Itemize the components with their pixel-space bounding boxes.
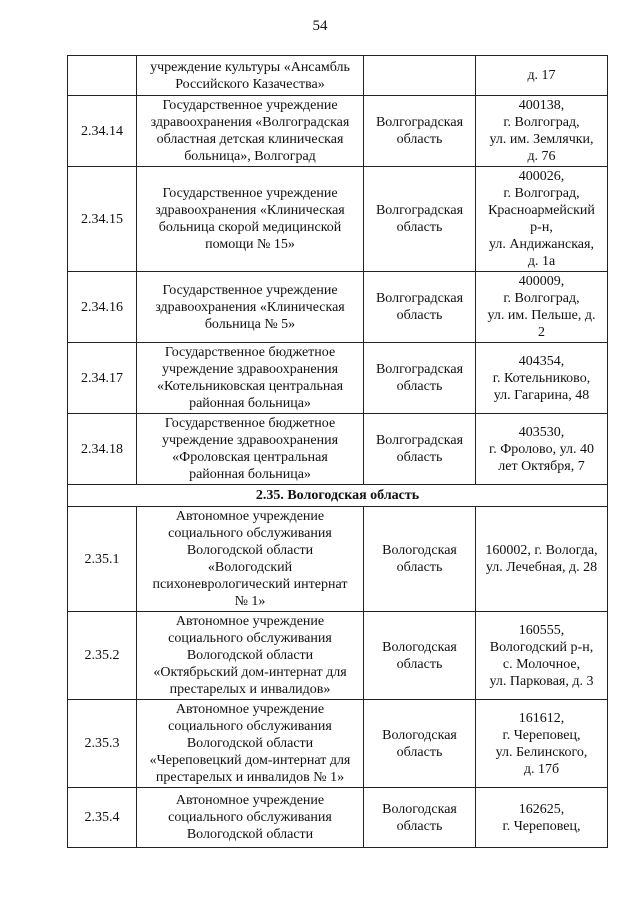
institution-name-line: «Октябрьский дом-интернат для: [153, 665, 347, 680]
institution-name-line: престарелых и инвалидов»: [169, 682, 331, 697]
address-line: Вологодский р-н,: [489, 639, 594, 655]
table-row: [68, 700, 608, 788]
address-line: г. Волгоград,: [503, 291, 580, 306]
institution-name: [137, 343, 364, 414]
table-row: [68, 272, 608, 343]
institution-name-line: здравоохранения «Волгоградская: [150, 115, 350, 130]
item-number: [68, 56, 137, 96]
address-line: р-н,: [530, 220, 553, 235]
institution-name-line: Автономное учреждение: [175, 614, 325, 629]
institution-name-line: Вологодской области: [186, 736, 314, 751]
institution-name: [137, 788, 364, 848]
institution-name: [137, 612, 364, 700]
region-line: Вологодская: [382, 639, 457, 655]
address-line: г. Череповец,: [502, 727, 581, 743]
institution-name-line: помощи № 15»: [205, 237, 295, 252]
address-line: г. Волгоград,: [503, 186, 580, 201]
institution-name-line: социального обслуживания: [168, 526, 332, 541]
region-line: Волгоградская: [375, 203, 464, 218]
address-line: с. Молочное,: [502, 656, 581, 672]
region-line: Волгоградская: [375, 362, 464, 377]
institution-name-line: Автономное учреждение: [175, 509, 325, 524]
institution-name: [137, 414, 364, 485]
institution-name-line: здравоохранения «Клиническая: [155, 203, 345, 218]
institution-name-line: Вологодской области: [186, 543, 314, 558]
address-line: г. Череповец,: [502, 818, 581, 834]
address-line: г. Котельниково,: [492, 370, 591, 386]
institution-name: [137, 700, 364, 788]
address-line: 161612,: [518, 710, 565, 726]
institution-name: [137, 507, 364, 612]
region-line: Волгоградская: [375, 115, 464, 130]
address: [476, 272, 608, 343]
institution-name: [137, 167, 364, 272]
address: [476, 414, 608, 485]
address-line: ул. Парковая, д. 3: [489, 673, 594, 689]
address-line: 2: [538, 325, 545, 340]
address-line: 400009,: [518, 274, 565, 289]
institution-name-line: здравоохранения «Клиническая: [155, 299, 345, 315]
address: [476, 167, 608, 272]
address-line: д. 17: [527, 68, 556, 83]
table-row: [68, 507, 608, 612]
item-number: 2.35.2: [68, 612, 137, 700]
address-line: ул. им. Землячки,: [489, 132, 594, 147]
institution-name-line: больница скорой медицинской: [158, 220, 342, 235]
institution-name: [137, 96, 364, 167]
region-line: область: [396, 560, 443, 575]
address: [476, 507, 608, 612]
address-line: 162625,: [518, 801, 565, 817]
table-row: [68, 343, 608, 414]
page-number: 54: [312, 18, 328, 34]
institution-name-line: «Вологодский: [207, 560, 293, 575]
region-line: область: [396, 379, 443, 394]
address-line: ул. Андижанская,: [489, 237, 594, 252]
region-line: Волгоградская: [375, 291, 464, 306]
item-number: 2.34.16: [68, 272, 137, 343]
institution-name-line: социального обслуживания: [168, 810, 332, 825]
region: [364, 612, 476, 700]
institution-name-line: больница № 5»: [204, 316, 296, 332]
address-line: Красноармейский: [488, 203, 595, 218]
address-line: лет Октября, 7: [498, 458, 585, 474]
address: [476, 788, 608, 848]
address-line: 160002, г. Вологда,: [485, 543, 598, 558]
institution-name-line: Автономное учреждение: [175, 702, 325, 717]
region-line: область: [396, 656, 443, 672]
institution-name-line: социального обслуживания: [168, 719, 332, 734]
region-line: Вологодская: [382, 727, 457, 743]
address-line: 160555,: [518, 622, 565, 638]
registry-table: [67, 55, 608, 848]
address-line: 400026,: [518, 169, 565, 184]
region-line: область: [396, 744, 443, 760]
institution-name-line: больница», Волгоград: [184, 149, 316, 164]
region: [364, 788, 476, 848]
institution-name-line: социального обслуживания: [168, 631, 332, 646]
address: [476, 343, 608, 414]
institution-name-line: № 1»: [234, 594, 266, 609]
region-line: Вологодская: [382, 801, 457, 817]
table-row: [68, 788, 608, 848]
address-line: д. 1а: [527, 254, 556, 269]
institution-name-line: учреждение здравоохранения: [161, 433, 339, 448]
region: [364, 56, 476, 96]
address-line: ул. Белинского,: [495, 744, 588, 760]
table-row: [68, 56, 608, 96]
institution-name-line: Вологодской области: [186, 648, 314, 663]
institution-name-line: Вологодской области: [186, 827, 314, 842]
address-line: ул. Лечебная, д. 28: [485, 560, 598, 575]
institution-name-line: районная больница»: [189, 396, 311, 411]
region: [364, 700, 476, 788]
address-line: д. 17б: [523, 761, 560, 777]
institution-name-line: Государственное учреждение: [162, 186, 338, 201]
institution-name-line: учреждение культуры «Ансамбль: [150, 59, 350, 75]
table-row: [68, 414, 608, 485]
region-line: Волгоградская: [375, 433, 464, 448]
item-number: 2.34.15: [68, 167, 137, 272]
region: [364, 414, 476, 485]
address-line: 403530,: [518, 424, 565, 440]
region: [364, 343, 476, 414]
address-line: ул. Гагарина, 48: [493, 387, 590, 403]
table-row: [68, 96, 608, 167]
region: [364, 507, 476, 612]
institution-name-line: престарелых и инвалидов № 1»: [155, 770, 345, 785]
item-number: 2.35.4: [68, 788, 137, 848]
address-line: д. 76: [527, 149, 556, 164]
region-line: область: [396, 818, 443, 834]
address: [476, 612, 608, 700]
institution-name-line: районная больница»: [189, 467, 311, 482]
institution-name-line: «Котельниковская центральная: [156, 379, 344, 394]
institution-name: [137, 272, 364, 343]
region-line: область: [396, 220, 443, 235]
institution-name-line: Российского Казачества»: [175, 76, 325, 92]
institution-name-line: учреждение здравоохранения: [161, 362, 339, 377]
item-number: 2.34.14: [68, 96, 137, 167]
address: [476, 56, 608, 96]
address-line: 400138,: [518, 98, 565, 113]
item-number: 2.35.1: [68, 507, 137, 612]
address-line: ул. им. Пельше, д.: [487, 308, 596, 323]
address-line: г. Фролово, ул. 40: [489, 441, 594, 457]
region: [364, 272, 476, 343]
institution-name-line: Государственное бюджетное: [164, 416, 336, 431]
item-number: 2.35.3: [68, 700, 137, 788]
institution-name-line: Автономное учреждение: [175, 793, 325, 808]
region: [364, 167, 476, 272]
registry-table-body: [68, 56, 608, 848]
region-line: область: [396, 450, 443, 465]
address: [476, 96, 608, 167]
table-row: [68, 612, 608, 700]
institution-name-line: «Череповецкий дом-интернат для: [149, 753, 351, 768]
institution-name-line: Государственное бюджетное: [164, 345, 336, 360]
institution-name-line: областная детская клиническая: [156, 132, 344, 147]
institution-name-line: Государственное учреждение: [162, 282, 338, 298]
institution-name-line: психоневрологический интернат: [152, 577, 348, 592]
institution-name-line: «Фроловская центральная: [172, 450, 328, 465]
item-number: 2.34.17: [68, 343, 137, 414]
item-number: 2.34.18: [68, 414, 137, 485]
region-line: область: [396, 308, 443, 323]
address-line: г. Волгоград,: [503, 115, 580, 130]
address: [476, 700, 608, 788]
region-line: Вологодская: [382, 543, 457, 558]
institution-name-line: Государственное учреждение: [162, 98, 338, 113]
region: [364, 96, 476, 167]
address-line: 404354,: [518, 353, 565, 369]
table-row: [68, 167, 608, 272]
section-title: 2.35. Вологодская область: [68, 485, 608, 507]
section-header-row: [68, 485, 608, 507]
institution-name: [137, 56, 364, 96]
region-line: область: [396, 132, 443, 147]
